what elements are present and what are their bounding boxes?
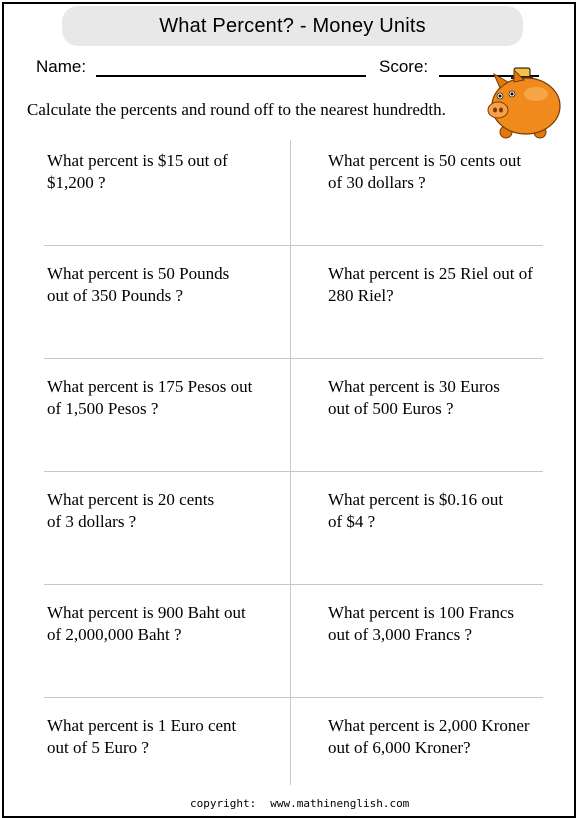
question-item: What percent is 25 Riel out of 280 Riel?: [328, 264, 533, 305]
question-item: What percent is 50 Pounds out of 350 Pounds ?: [47, 264, 230, 305]
score-label: Score:: [379, 57, 429, 76]
row-divider: [44, 584, 543, 585]
question-item: What percent is 50 cents out of 30 dollars ?: [328, 151, 522, 192]
question-item: What percent is 20 cents of 3 dollars ?: [47, 490, 215, 531]
row-divider: [44, 245, 543, 246]
site-link[interactable]: www.mathinenglish.com: [270, 797, 410, 810]
question-grid: [44, 140, 543, 785]
question-item: What percent is 175 Pesos out of 1,500 Pesos ?: [47, 377, 253, 418]
row-divider: [44, 358, 543, 359]
question-item: What percent is 1 Euro cent out of 5 Euro ?: [47, 716, 237, 757]
question-item: What percent is $15 out of $1,200 ?: [47, 151, 228, 192]
question-item: What percent is 900 Baht out of 2,000,000 Baht ?: [47, 603, 246, 644]
piggy-bank-icon: [484, 66, 564, 142]
instructions: Calculate the percents and round off to the nearest hundredth.: [27, 100, 446, 119]
footer: [190, 797, 423, 810]
row-divider: [44, 697, 543, 698]
name-field[interactable]: [96, 75, 366, 77]
question-item: What percent is $0.16 out of $4 ?: [328, 490, 504, 531]
row-divider: [44, 471, 543, 472]
name-label: Name:: [36, 57, 87, 76]
column-divider: [290, 140, 291, 785]
copyright-label: copyright:: [190, 797, 257, 810]
question-item: What percent is 2,000 Kroner out of 6,000 Kroner?: [328, 716, 530, 757]
page-title: What Percent? - Money Units: [159, 14, 426, 37]
question-item: What percent is 30 Euros out of 500 Euros ?: [328, 377, 500, 418]
question-item: What percent is 100 Francs out of 3,000 Francs ?: [328, 603, 514, 644]
title-banner: [62, 6, 523, 46]
